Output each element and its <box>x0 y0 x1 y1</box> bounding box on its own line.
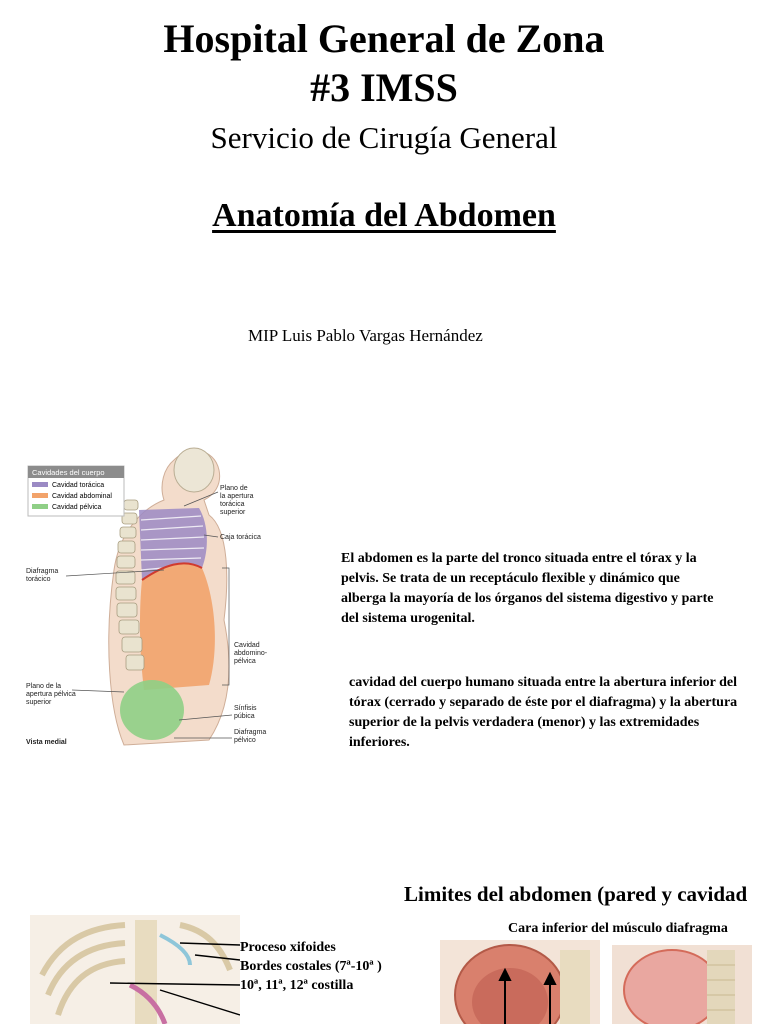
limits-heading: Limites del abdomen (pared y cavidad <box>404 882 748 906</box>
label-diafragma-pel-2: pélvico <box>234 737 256 744</box>
legend-swatch-thoracic <box>32 482 48 487</box>
hospital-number: #3 IMSS <box>310 65 458 110</box>
label-ribs: 10ª, 11ª, 12ª costilla <box>240 978 354 993</box>
abdominal-cavity <box>140 563 215 690</box>
label-plano-pel-3: superior <box>26 699 52 706</box>
label-cavidad-ap-2: abdomino- <box>234 650 268 657</box>
vertebral-column-right <box>707 950 735 1024</box>
body-cavities-figure <box>24 440 314 750</box>
label-cavidad-ap-3: pélvica <box>234 658 256 665</box>
legend-title: Cavidades del cuerpo <box>32 468 105 477</box>
legend-label-abdominal: Cavidad abdominal <box>52 493 112 500</box>
label-plano-sup-4: superior <box>220 509 246 516</box>
label-diafragma-1: Diafragma <box>26 568 59 575</box>
cavity-definition: cavidad del cuerpo humano situada entre la abertura inferior del tórax (cerrado y separado de éste por el diafragma) y la abertura superior de la pelvis verdadera (menor) y las extremidades inferiores. <box>349 675 738 750</box>
label-caja: Caja torácica <box>220 534 261 541</box>
diaphragm-dome-right <box>624 950 720 1024</box>
author-name: MIP Luis Pablo Vargas Hernández <box>248 326 483 345</box>
vertebral-column <box>560 950 590 1024</box>
label-plano-sup-3: torácica <box>220 501 245 508</box>
document-title-text: Anatomía del Abdomen <box>212 197 556 234</box>
sternum-spine <box>135 920 157 1024</box>
label-vista: Vista medial <box>26 739 67 746</box>
service-name: Servicio de Cirugía General <box>210 120 558 155</box>
label-diafragma-pel-1: Diafragma <box>234 729 267 736</box>
label-diafragma-2: torácico <box>26 576 51 583</box>
legend-swatch-pelvic <box>32 504 48 509</box>
label-plano-pel-1: Plano de la <box>26 683 62 690</box>
legend-label-pelvic: Cavidad pélvica <box>52 504 102 511</box>
label-plano-sup-1: Plano de <box>220 485 248 492</box>
diaphragm-figure-right <box>612 945 752 1024</box>
skull <box>174 448 214 492</box>
document-title <box>0 194 768 238</box>
diaphragm-figure-left <box>440 940 600 1024</box>
label-sinfisis-2: púbica <box>234 713 255 720</box>
legend-label-thoracic: Cavidad torácica <box>52 482 105 489</box>
rib-cage-figure <box>30 915 240 1024</box>
diaphragm-caption: Cara inferior del músculo diafragma <box>508 921 728 936</box>
label-cavidad-ap-1: Cavidad <box>234 642 260 649</box>
label-sinfisis-1: Sínfisis <box>234 705 257 712</box>
hospital-name: Hospital General de Zona <box>163 16 605 61</box>
label-plano-pel-2: apertura pélvica <box>26 691 76 698</box>
legend-swatch-abdominal <box>32 493 48 498</box>
label-xiphoid: Proceso xifoides <box>240 940 336 955</box>
label-costal-borders: Bordes costales (7ª-10ª ) <box>240 959 382 974</box>
label-plano-sup-2: la apertura <box>220 493 254 500</box>
abdomen-definition: El abdomen es la parte del tronco situada entre el tórax y la pelvis. Se trata de un receptáculo flexible y dinámico que alberga la mayoría de los órganos del sistema digestivo y parte del sistema urogenital. <box>341 551 714 626</box>
pelvic-cavity <box>120 680 184 740</box>
